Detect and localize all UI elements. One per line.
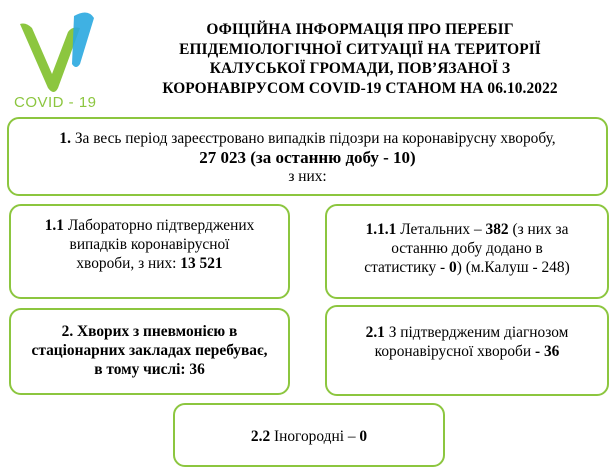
box111-line2: останню добу додано в: [391, 240, 543, 257]
total-suspected-box: [7, 117, 608, 196]
page-title: [110, 20, 610, 98]
box111-deaths-value: 382: [485, 221, 509, 238]
nonresidents-box: [173, 403, 445, 467]
box111-line1-text: Летальних –: [396, 221, 486, 238]
box21-line1: З підтвердженим діагнозом: [384, 324, 569, 341]
box2-line1: 2. Хворих з пневмонією в: [61, 323, 238, 340]
logo-caption: COVID - 19: [14, 94, 97, 111]
box22-number: 2.2: [250, 428, 271, 445]
title-line-3: КАЛУСЬКОЇ ГРОМАДИ, ПОВ’ЯЗАНОЇ З: [209, 60, 511, 77]
box11-line3: хвороби, з них:: [76, 255, 181, 272]
title-line-2: ЕПІДЕМІОЛОГІЧНОЇ СИТУАЦІЇ НА ТЕРИТОРІЇ: [179, 40, 541, 58]
box11-value: 13 521: [180, 255, 223, 272]
lab-confirmed-box: [9, 204, 290, 299]
logo-v-icon: [8, 4, 108, 99]
box111-line1-tail: (з них за: [508, 221, 569, 238]
box2-line2: стаціонарних закладах перебуває,: [31, 342, 268, 359]
box111-number: 1.1.1: [365, 221, 397, 238]
deaths-box: [325, 204, 609, 299]
box21-line2: коронавірусної хвороби: [374, 343, 535, 360]
box1-number: 1.: [59, 130, 71, 147]
box11-line2: випадків коронавірусної: [69, 236, 230, 253]
box1-value: 27 023 (за останню добу - 10): [199, 148, 416, 167]
title-line-1: ОФІЦІЙНА ІНФОРМАЦІЯ ПРО ПЕРЕБІГ: [206, 21, 514, 38]
box111-added-value: 0: [449, 259, 457, 276]
title-line-4: КОРОНАВІРУСОМ COVID-19 СТАНОМ НА 06.10.2022: [162, 79, 558, 97]
box2-line3: в тому числі:: [94, 361, 190, 378]
pneumonia-box: [9, 308, 290, 395]
box2-value: 36: [189, 361, 205, 378]
box22-value: 0: [359, 428, 368, 445]
box21-value: - 36: [534, 343, 560, 360]
covid-logo: [8, 4, 108, 114]
box11-number: 1.1: [44, 217, 64, 234]
box22-text: Іногородні –: [270, 428, 360, 445]
box21-number: 2.1: [365, 324, 385, 341]
box11-line1: Лабораторно підтверджених: [63, 217, 255, 234]
box1-text: За весь період зареєстровано випадків підозри на коронавірусну хворобу,: [70, 130, 556, 147]
confirmed-diagnosis-box: [325, 305, 609, 396]
box111-line3-text: статистику -: [364, 259, 450, 276]
box1-tail: з них:: [288, 168, 327, 185]
box111-line3-tail: ) (м.Калуш - 248): [456, 259, 570, 276]
